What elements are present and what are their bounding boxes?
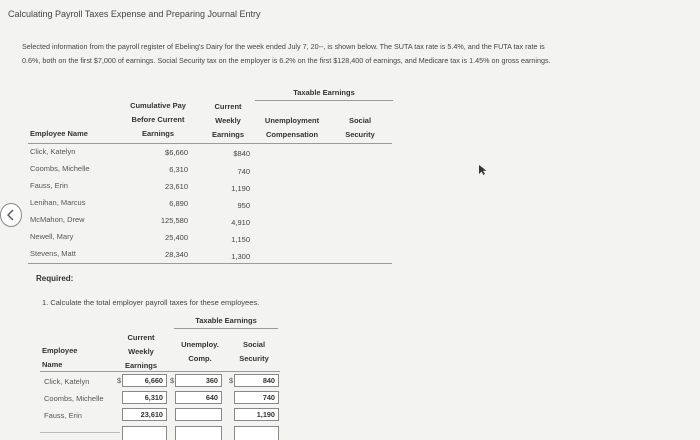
row-name: Fauss, Erin — [30, 181, 68, 190]
row-weekly: 1,190 — [231, 184, 250, 193]
answer-row-name: Click, Katelyn — [44, 377, 90, 386]
weekly-earnings-input[interactable] — [122, 426, 167, 440]
question-1: 1. Calculate the total employer payroll taxes for these employees. — [42, 298, 260, 307]
unemployment-input[interactable] — [175, 426, 222, 440]
social-security-input[interactable]: 740 — [234, 391, 279, 404]
mouse-pointer-icon — [479, 165, 487, 175]
answer-row-name: Fauss, Erin — [44, 411, 82, 420]
answer-col-social: Social Security — [239, 340, 269, 363]
dollar-sign: $ — [117, 376, 122, 385]
answer-row-name: Coombs, Michelle — [44, 394, 104, 403]
taxable-earnings-header: Taxable Earnings — [293, 88, 355, 97]
answer-group-rule — [174, 328, 278, 329]
unemployment-input[interactable] — [175, 408, 222, 421]
table-bottom-rule — [28, 263, 392, 264]
col-unemployment-header: Unemployment Compensation — [264, 116, 320, 139]
row-name: Newell, Mary — [30, 232, 74, 241]
row-weekly: 950 — [237, 201, 250, 210]
row-cumulative: $6,660 — [165, 148, 188, 157]
dollar-sign: $ — [170, 376, 175, 385]
row-name: Click, Katelyn — [30, 147, 76, 156]
row-cumulative: 125,580 — [160, 216, 188, 225]
intro-line-2: 0.6%, both on the first $7,000 of earnings. Social Security tax on the employer is 6.2% on the first $128,400 of earnings, and Medicare tax is 1.45% on gross earnings. — [22, 56, 551, 65]
unemployment-input[interactable]: 360 — [175, 374, 222, 387]
social-security-input[interactable]: 840 — [234, 374, 279, 387]
row-name: McMahon, Drew — [30, 215, 85, 224]
col-social-header: Social Security — [345, 116, 375, 139]
row-weekly: 4,910 — [231, 218, 250, 227]
answer-taxable-header: Taxable Earnings — [195, 316, 257, 325]
social-security-input[interactable]: 1,190 — [234, 408, 279, 421]
answer-header-rule — [40, 371, 280, 372]
row-cumulative: 28,340 — [165, 250, 188, 259]
row-name: Coombs, Michelle — [30, 164, 90, 173]
col-cumulative-header: Cumulative Pay Before Current Earnings — [130, 101, 186, 138]
row-weekly: 740 — [237, 167, 250, 176]
intro-line-1: Selected information from the payroll register of Ebeling's Dairy for the week ended July 7, 20--, is shown below. The SUTA tax rate is 5.4%, and the FUTA tax rate is — [22, 42, 545, 51]
weekly-earnings-input[interactable]: 23,610 — [122, 408, 167, 421]
weekly-earnings-input[interactable]: 6,660 — [122, 374, 167, 387]
row-weekly: 1,300 — [231, 252, 250, 261]
previous-button[interactable] — [0, 203, 22, 227]
partial-row-rule — [40, 432, 120, 433]
unemployment-input[interactable]: 640 — [175, 391, 222, 404]
row-name: Lenihan, Marcus — [30, 198, 86, 207]
row-name: Stevens, Matt — [30, 249, 76, 258]
dollar-sign: $ — [229, 376, 234, 385]
social-security-input[interactable] — [234, 426, 279, 440]
answer-col-name: Employee Name — [42, 346, 78, 369]
group-header-rule — [255, 100, 393, 101]
row-cumulative: 6,890 — [169, 199, 188, 208]
required-heading: Required: — [36, 274, 74, 283]
row-cumulative: 6,310 — [169, 165, 188, 174]
weekly-earnings-input[interactable]: 6,310 — [122, 391, 167, 404]
chevron-left-icon — [6, 209, 16, 221]
col-weekly-header: Current Weekly Earnings — [211, 102, 245, 139]
row-weekly: $840 — [233, 149, 250, 158]
row-cumulative: 25,400 — [165, 233, 188, 242]
header-rule — [28, 143, 392, 144]
row-weekly: 1,150 — [231, 235, 250, 244]
problem-description — [22, 40, 692, 68]
page-title: Calculating Payroll Taxes Expense and Preparing Journal Entry — [8, 9, 261, 19]
row-cumulative: 23,610 — [165, 182, 188, 191]
answer-col-unemp: Unemploy. Comp. — [181, 340, 219, 363]
answer-col-weekly: Current Weekly Earnings — [124, 333, 158, 370]
col-name-header: Employee Name — [30, 129, 88, 138]
